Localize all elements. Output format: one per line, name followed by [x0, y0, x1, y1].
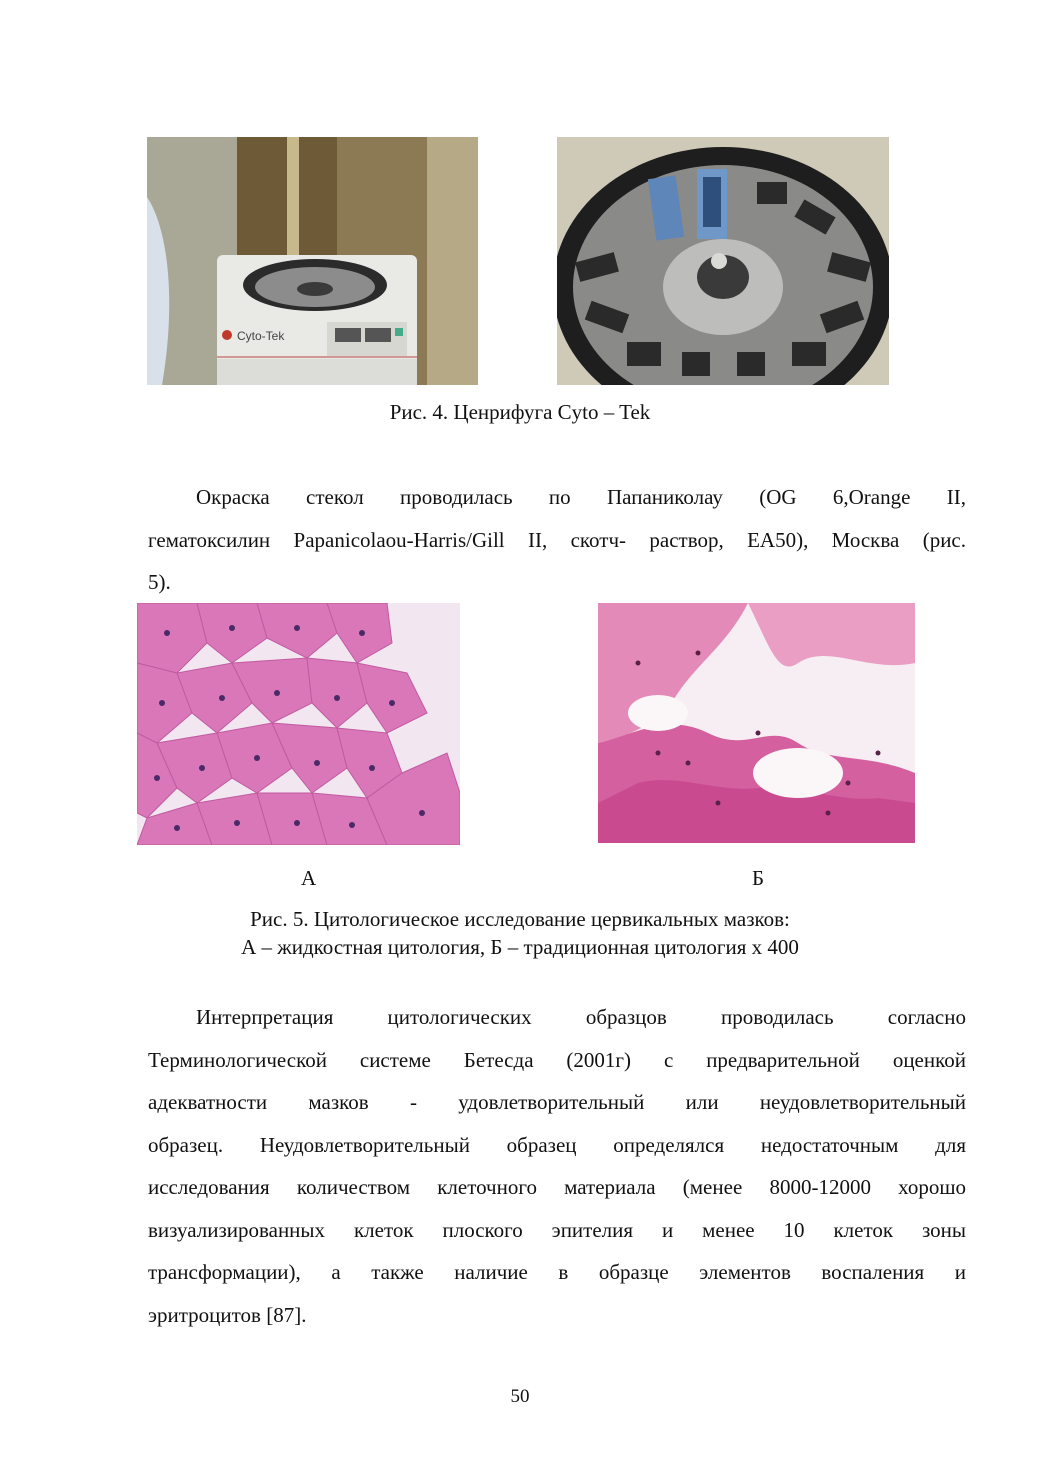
paragraph-line: эритроцитов [87]. — [148, 1302, 307, 1327]
brand-logo-icon — [222, 330, 232, 340]
traditional-cytology-micrograph — [598, 603, 915, 843]
paragraph-line: визуализированных клеток плоского эпителия и менее 10 клеток зоны — [148, 1217, 966, 1242]
page-number: 50 — [510, 1386, 530, 1407]
paragraph-line: Терминологической системе Бетесда (2001г) с предварительной оценкой — [148, 1047, 966, 1072]
figure-5-label-a: А — [301, 866, 317, 890]
paragraph-line: Окраска стекол проводилась по Папаниколау (OG 6,Orange II, — [196, 485, 966, 509]
rotor-photo — [557, 137, 889, 385]
liquid-cytology-micrograph — [137, 603, 460, 845]
paragraph-line: 5). — [148, 570, 171, 594]
paragraph-line: адекватности мазков - удовлетворительный или неудовлетворительный — [148, 1090, 966, 1114]
centrifuge-photo — [147, 137, 478, 385]
figure-5-label-b: Б — [752, 866, 765, 890]
paragraph-line: образец. Неудовлетворительный образец определялся недостаточным для — [148, 1132, 966, 1157]
paragraph-line: гематоксилин Papanicolaou-Harris/Gill II, скотч- раствор, EA50), Москва (рис. — [148, 527, 966, 552]
paragraph-line: Интерпретация цитологических образцов проводилась согласно — [196, 1005, 966, 1029]
figure-5-caption-line1: Рис. 5. Цитологическое исследование цервикальных мазков: — [250, 907, 790, 931]
figure-5-caption-line2: А – жидкостная цитология, Б – традиционная цитология х 400 — [241, 935, 799, 959]
paragraph-line: исследования количеством клеточного материала (менее 8000-12000 хорошо — [148, 1175, 966, 1199]
figure-4-caption: Рис. 4. Ценрифуга Cyto – Tek — [389, 400, 651, 424]
paragraph-line: трансформации), а также наличие в образце элементов воспаления и — [148, 1260, 966, 1284]
paragraph-staining — [148, 476, 966, 604]
device-brand-text: Cyto-Tek — [237, 329, 285, 343]
paragraph-interpretation — [148, 996, 966, 1336]
